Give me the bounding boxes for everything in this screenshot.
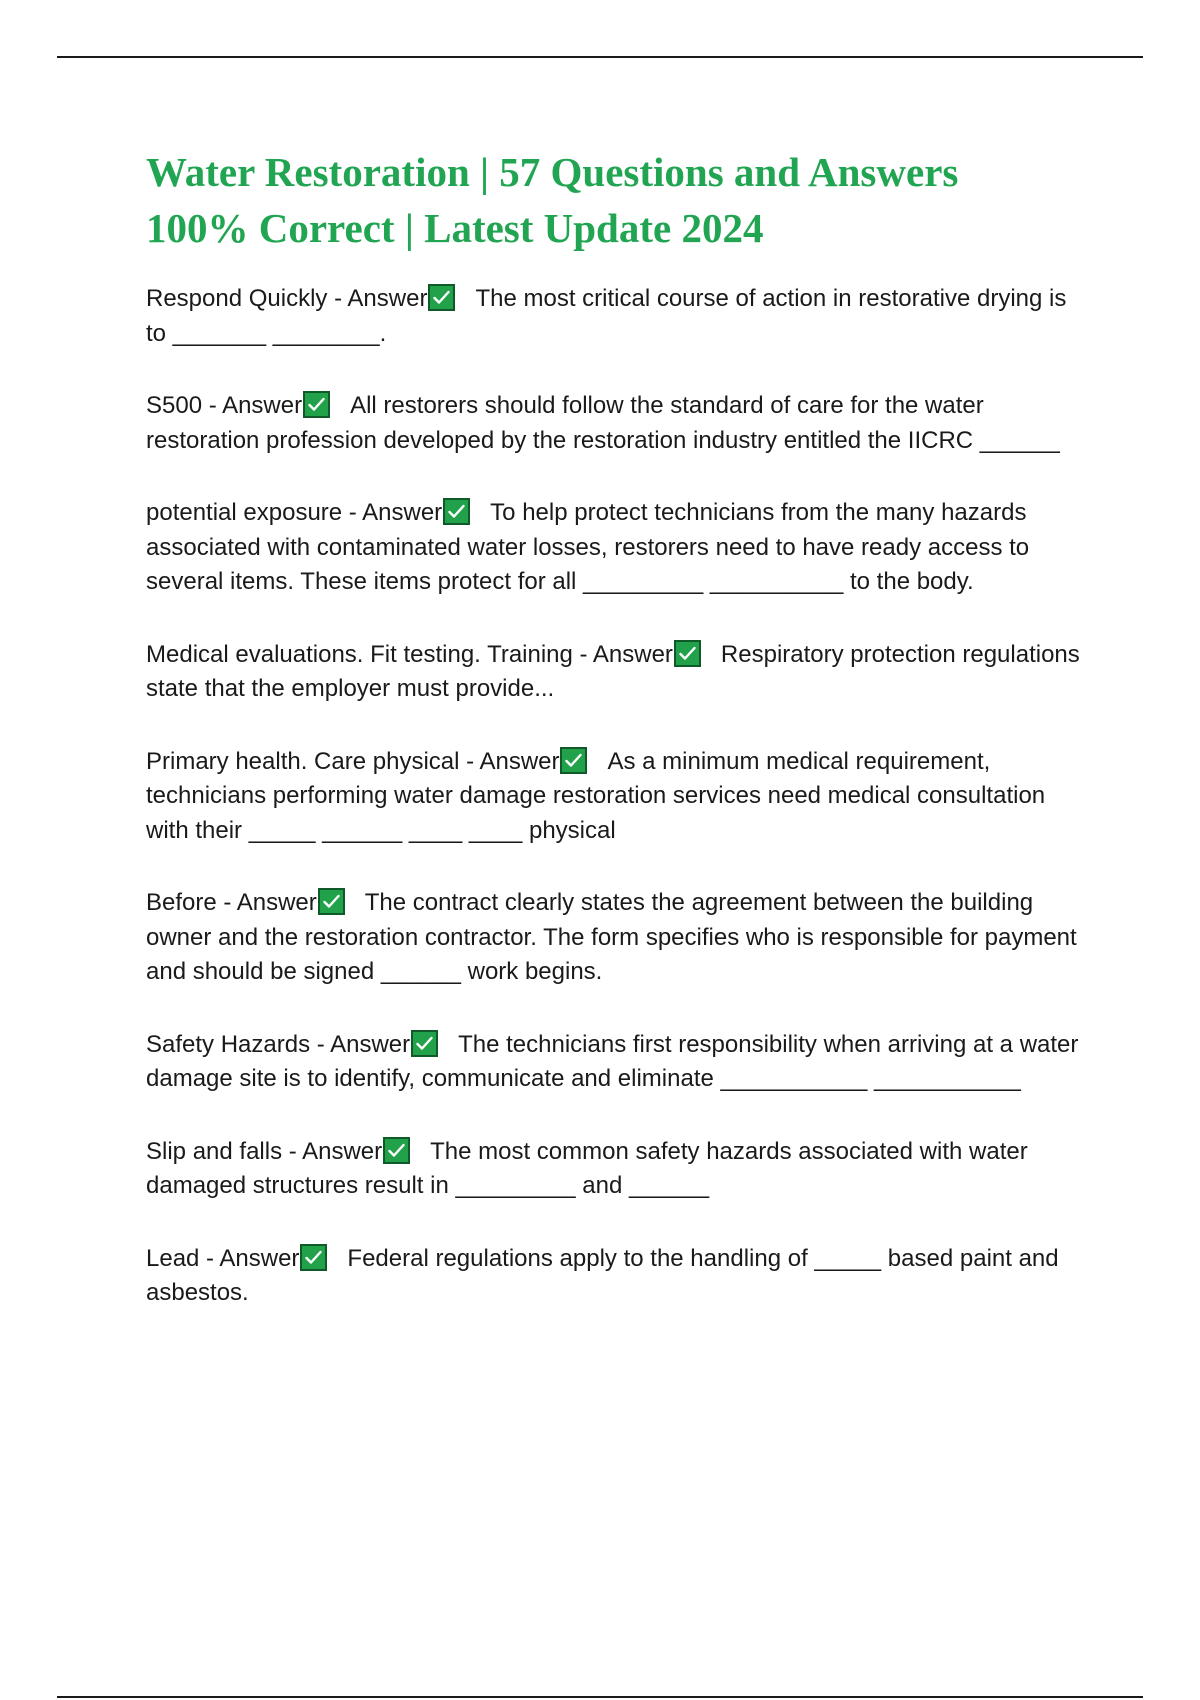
answer-label: - Answer — [327, 285, 428, 312]
answer-text: Safety Hazards — [146, 1030, 311, 1058]
qa-item-9 — [146, 1242, 1090, 1311]
green-check-box-icon — [560, 747, 587, 774]
question-text: The technicians first responsibility when arriving at a water damage site is to identify, communicate and eliminate ___________ ___________ — [146, 1030, 1079, 1092]
question-text: All restorers should follow the standard of care for the water restoration profession developed by the restoration industry entitled the IICRC ______ — [146, 392, 1060, 454]
green-check-box-icon — [411, 1030, 438, 1057]
answer-label: - Answer — [342, 499, 443, 526]
qa-item-8 — [146, 1135, 1090, 1204]
answer-text: potential exposure — [146, 499, 343, 526]
answer-label: - Answer — [282, 1137, 383, 1165]
green-check-box-icon — [443, 498, 470, 525]
answer-text: S500 — [146, 392, 203, 419]
qa-item-3 — [146, 496, 1090, 600]
top-rule — [57, 56, 1143, 58]
qa-item-5 — [146, 745, 1090, 849]
question-text: Respiratory protection regulations state that the employer must provide... — [146, 640, 1080, 702]
green-check-box-icon — [300, 1244, 327, 1271]
qa-item-1 — [146, 282, 1090, 351]
answer-text: Medical evaluations. Fit testing. Training — [146, 640, 573, 668]
answer-text: Slip and falls — [146, 1137, 283, 1165]
green-check-box-icon — [674, 640, 701, 667]
bottom-rule — [57, 1696, 1143, 1698]
green-check-box-icon — [428, 284, 455, 311]
question-text: Federal regulations apply to the handling of _____ based paint and asbestos. — [146, 1244, 1059, 1306]
green-check-box-icon — [318, 888, 345, 915]
answer-label: - Answer — [572, 640, 673, 668]
answer-text: Primary health. Care physical — [146, 747, 460, 775]
answer-text: Before — [146, 889, 217, 916]
green-check-box-icon — [383, 1137, 410, 1164]
question-text: The contract clearly states the agreement between the building owner and the restoration contractor. The form specifies who is responsible for payment and should be signed ______ work begins. — [146, 889, 1077, 985]
title-line-1: Water Restoration | 57 Questions and Answers — [146, 149, 959, 195]
answer-label: - Answer — [310, 1030, 411, 1058]
question-text: To help protect technicians from the many hazards associated with contaminated water losses, restorers need to have ready access to several items. These items protect for all _________ __________ to the body. — [146, 499, 1030, 595]
answer-label: - Answer — [202, 392, 303, 419]
qa-item-2 — [146, 389, 1090, 458]
answer-label: - Answer — [199, 1244, 300, 1272]
answer-text: Respond Quickly — [146, 285, 328, 312]
answer-label: - Answer — [216, 889, 317, 916]
document-title — [146, 144, 1090, 256]
question-text: The most critical course of action in restorative drying is to _______ ________. — [146, 285, 1067, 347]
green-check-box-icon — [303, 391, 330, 418]
qa-item-6 — [146, 886, 1090, 990]
question-text: As a minimum medical requirement, technicians performing water damage restoration services need medical consultation with their _____ ______ ____ ____ physical — [146, 747, 1046, 844]
answer-text: Lead — [146, 1244, 200, 1272]
title-line-2: 100% Correct | Latest Update 2024 — [146, 205, 764, 251]
question-text: The most common safety hazards associated with water damaged structures result in _________ and ______ — [146, 1137, 1028, 1199]
qa-item-7 — [146, 1028, 1090, 1097]
answer-label: - Answer — [459, 747, 560, 775]
qa-item-4 — [146, 638, 1090, 707]
document-body — [146, 144, 1090, 1349]
